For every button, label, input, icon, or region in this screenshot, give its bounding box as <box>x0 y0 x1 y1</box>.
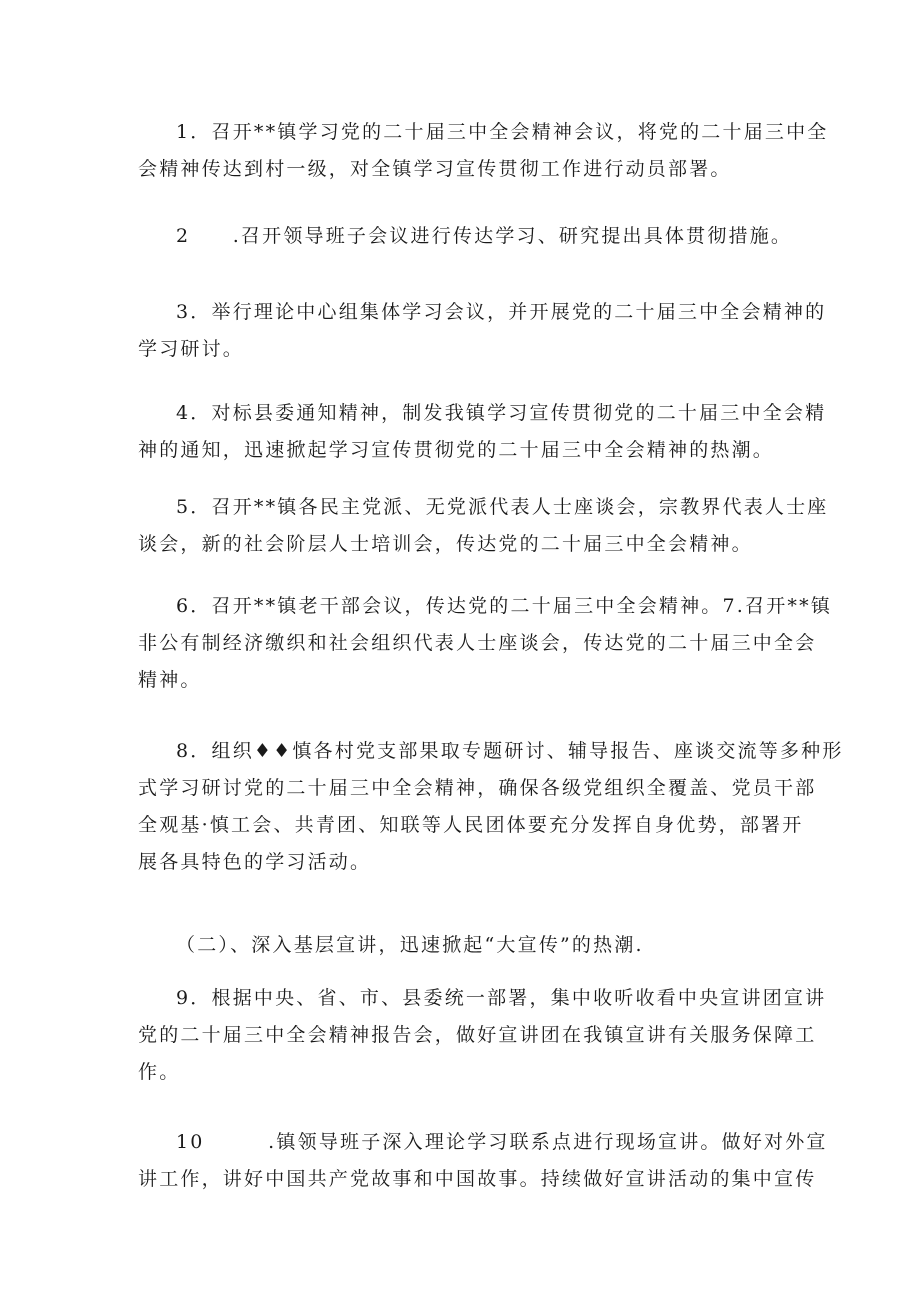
paragraph-line: 3．举行理论中心组集体学习会议，并开展党的二十届三中全会精神的 <box>176 301 827 323</box>
paragraph-line: （二）、深入基层宣讲，迅速掀起“大宣传”的热潮. <box>176 934 644 956</box>
paragraph-line: 4．对标县委通知精神，制发我镇学习宣传贯彻党的二十届三中全会精 <box>176 402 827 424</box>
paragraph-line: 神的通知，迅速掀起学习宣传贯彻党的二十届三中全会精神的热潮。 <box>138 439 775 461</box>
paragraph-10 <box>138 1124 828 1198</box>
paragraph-line: 6．召开**镇老干部会议，传达党的二十届三中全会精神。7.召开**镇 <box>176 595 833 617</box>
paragraph-5 <box>138 489 829 563</box>
paragraph-line: 全观基·慎工会、共青团、知联等人民团体要充分发挥自身优势，部署开 <box>138 814 804 836</box>
paragraph-line: 2 .召开领导班子会议进行传达学习、研究提出具体贯彻措施。 <box>176 225 793 247</box>
paragraph-line: 9．根据中央、省、市、县委统一部署，集中收听收看中央宣讲团宣讲 <box>176 987 827 1009</box>
paragraph-8 <box>138 733 844 881</box>
paragraph-line: 式学习研讨党的二十届三中全会精神，确保各级党组织全覆盖、党员干部 <box>138 777 817 799</box>
paragraph-3 <box>138 294 827 368</box>
paragraph-line: 党的二十届三中全会精神报告会，做好宣讲团在我镇宣讲有关服务保障工 <box>138 1024 817 1046</box>
section-heading <box>138 927 788 964</box>
paragraph-9 <box>138 980 827 1091</box>
paragraph-line: 精神。 <box>138 669 202 691</box>
paragraph-line: 作。 <box>138 1061 181 1083</box>
paragraph-4 <box>138 395 827 469</box>
paragraph-line: 展各具特色的学习活动。 <box>138 851 372 873</box>
paragraph-line: 1．召开**镇学习党的二十届三中全会精神会议，将党的二十届三中全 <box>176 121 829 143</box>
paragraph-line: 会精神传达到村一级，对全镇学习宣传贯彻工作进行动员部署。 <box>138 158 732 180</box>
paragraph-line: 讲工作，讲好中国共产党故事和中国故事。持续做好宣讲活动的集中宣传 <box>138 1168 817 1190</box>
paragraph-6 <box>138 588 833 699</box>
paragraph-line: 谈会，新的社会阶层人士培训会，传达党的二十届三中全会精神。 <box>138 533 753 555</box>
paragraph-line: 5．召开**镇各民主党派、无党派代表人士座谈会，宗教界代表人士座 <box>176 496 829 518</box>
paragraph-line: 8．组织♦♦慎各村党支部果取专题研讨、辅导报告、座谈交流等多种形 <box>176 740 844 762</box>
paragraph-line: 学习研讨。 <box>138 338 245 360</box>
paragraph-1 <box>138 114 829 188</box>
paragraph-line: 10 .镇领导班子深入理论学习联系点进行现场宣讲。做好对外宣 <box>176 1131 828 1153</box>
paragraph-2 <box>138 218 793 255</box>
paragraph-line: 非公有制经济缴织和社会组织代表人士座谈会，传达党的二十届三中全会 <box>138 632 817 654</box>
